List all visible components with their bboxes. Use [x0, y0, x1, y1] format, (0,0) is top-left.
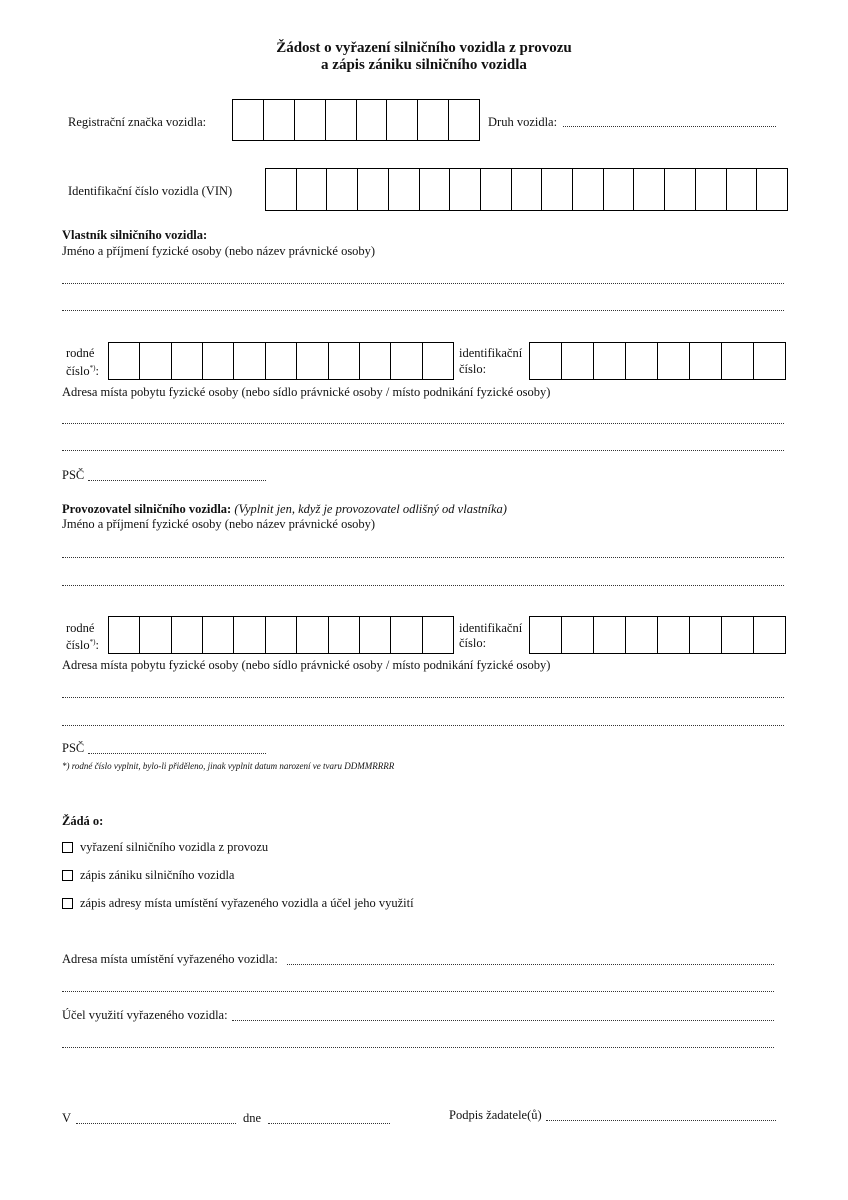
operator-birth-number-char-box[interactable] — [296, 617, 327, 653]
registration-plate-char-box[interactable] — [417, 100, 448, 140]
operator-birth-number-char-box[interactable] — [390, 617, 421, 653]
operator-ident-number-char-box[interactable] — [625, 617, 657, 653]
registration-plate-char-box[interactable] — [325, 100, 356, 140]
operator-address-line-1[interactable] — [62, 697, 784, 698]
vin-char-box[interactable] — [388, 169, 419, 210]
vin-char-box[interactable] — [695, 169, 726, 210]
owner-heading: Vlastník silničního vozidla: — [62, 228, 208, 242]
registration-plate-char-box[interactable] — [233, 100, 263, 140]
operator-ident-number-char-box[interactable] — [657, 617, 689, 653]
vin-char-box[interactable] — [726, 169, 757, 210]
vin-char-box[interactable] — [326, 169, 357, 210]
owner-birth-number-char-box[interactable] — [422, 343, 453, 379]
owner-birth-number-char-box[interactable] — [328, 343, 359, 379]
owner-birth-number-char-box[interactable] — [109, 343, 139, 379]
owner-ident-number-char-box[interactable] — [657, 343, 689, 379]
registration-plate-boxes[interactable] — [232, 99, 480, 141]
usage-purpose-field[interactable] — [232, 1020, 774, 1021]
operator-birth-number-boxes[interactable] — [108, 616, 454, 654]
owner-name-line-2[interactable] — [62, 310, 784, 311]
owner-psc-field[interactable] — [88, 480, 266, 481]
operator-birth-number-char-box[interactable] — [233, 617, 264, 653]
operator-birth-number-label: rodné — [66, 621, 95, 635]
operator-ident-label-2: číslo: — [459, 636, 487, 650]
registration-plate-char-box[interactable] — [386, 100, 417, 140]
owner-address-line-2[interactable] — [62, 450, 784, 451]
operator-name-line-2[interactable] — [62, 585, 784, 586]
operator-address-label: Adresa místa pobytu fyzické osoby (nebo sídlo právnické osoby / místo podnikání fyzické osoby) — [62, 658, 551, 672]
registration-plate-label: Registrační značka vozidla: — [68, 115, 207, 129]
vin-char-box[interactable] — [357, 169, 388, 210]
operator-heading: Provozovatel silničního vozidla: — [62, 502, 232, 516]
owner-ident-label: identifikační — [459, 346, 523, 360]
operator-ident-number-char-box[interactable] — [530, 617, 561, 653]
birth-number-footnote: *) rodné číslo vyplnit, bylo-li přiděleno, jinak vyplnit datum narození ve tvaru DDMMRRRR — [62, 761, 395, 771]
vin-char-box[interactable] — [511, 169, 542, 210]
owner-birth-number-char-box[interactable] — [139, 343, 170, 379]
option-placement-label: zápis adresy místa umístění vyřazeného vozidla a účel jeho využití — [80, 896, 414, 910]
operator-ident-number-char-box[interactable] — [561, 617, 593, 653]
owner-ident-number-char-box[interactable] — [530, 343, 561, 379]
owner-name-line-1[interactable] — [62, 283, 784, 284]
owner-birth-number-char-box[interactable] — [359, 343, 390, 379]
signature-field[interactable] — [546, 1120, 776, 1121]
placement-address-label: Adresa místa umístění vyřazeného vozidla: — [62, 952, 278, 966]
operator-birth-number-char-box[interactable] — [328, 617, 359, 653]
registration-plate-char-box[interactable] — [356, 100, 387, 140]
form-title-line-2: a zápis zániku silničního vozidla — [321, 57, 527, 73]
operator-address-line-2[interactable] — [62, 725, 784, 726]
form-title-line-1: Žádost o vyřazení silničního vozidla z provozu — [276, 40, 572, 56]
vin-char-box[interactable] — [664, 169, 695, 210]
placement-address-field[interactable] — [287, 964, 774, 965]
registration-plate-char-box[interactable] — [263, 100, 294, 140]
owner-ident-number-char-box[interactable] — [561, 343, 593, 379]
operator-birth-number-char-box[interactable] — [109, 617, 139, 653]
vehicle-type-field[interactable] — [563, 126, 776, 127]
owner-ident-number-char-box[interactable] — [593, 343, 625, 379]
vin-char-box[interactable] — [480, 169, 511, 210]
operator-ident-number-char-box[interactable] — [593, 617, 625, 653]
owner-ident-number-char-box[interactable] — [625, 343, 657, 379]
operator-heading-row — [62, 502, 507, 517]
vin-char-box[interactable] — [541, 169, 572, 210]
owner-birth-number-char-box[interactable] — [265, 343, 296, 379]
owner-birth-number-char-box[interactable] — [390, 343, 421, 379]
date-field[interactable] — [268, 1123, 390, 1124]
operator-ident-number-char-box[interactable] — [753, 617, 785, 653]
operator-ident-number-char-box[interactable] — [721, 617, 753, 653]
vin-char-box[interactable] — [449, 169, 480, 210]
vin-char-box[interactable] — [266, 169, 296, 210]
date-label: dne — [243, 1111, 262, 1125]
usage-purpose-line-2[interactable] — [62, 1047, 774, 1048]
operator-ident-label: identifikační — [459, 621, 523, 635]
registration-plate-char-box[interactable] — [294, 100, 325, 140]
owner-birth-number-label-2: číslo*): — [66, 364, 99, 379]
owner-birth-number-char-box[interactable] — [296, 343, 327, 379]
place-label: V — [62, 1111, 72, 1125]
place-field[interactable] — [76, 1123, 236, 1124]
operator-ident-number-boxes[interactable] — [529, 616, 786, 654]
operator-birth-number-char-box[interactable] — [139, 617, 170, 653]
request-heading: Žádá o: — [62, 814, 104, 828]
vin-char-box[interactable] — [603, 169, 634, 210]
operator-name-label: Jméno a příjmení fyzické osoby (nebo název právnické osoby) — [62, 517, 376, 531]
operator-birth-number-char-box[interactable] — [422, 617, 453, 653]
option-placement-checkbox[interactable] — [62, 898, 73, 909]
owner-ident-number-char-box[interactable] — [689, 343, 721, 379]
vehicle-type-label: Druh vozidla: — [488, 115, 558, 129]
owner-ident-number-char-box[interactable] — [721, 343, 753, 379]
owner-birth-number-boxes[interactable] — [108, 342, 454, 380]
signature-label: Podpis žadatele(ů) — [449, 1108, 542, 1122]
vin-char-box[interactable] — [296, 169, 327, 210]
placement-address-line-2[interactable] — [62, 991, 774, 992]
operator-birth-number-char-box[interactable] — [202, 617, 233, 653]
option-deregister-checkbox[interactable] — [62, 842, 73, 853]
operator-birth-number-char-box[interactable] — [359, 617, 390, 653]
operator-birth-number-char-box[interactable] — [265, 617, 296, 653]
operator-name-line-1[interactable] — [62, 557, 784, 558]
vin-boxes[interactable] — [265, 168, 788, 211]
owner-name-label: Jméno a příjmení fyzické osoby (nebo název právnické osoby) — [62, 244, 376, 258]
owner-birth-number-char-box[interactable] — [202, 343, 233, 379]
owner-birth-number-char-box[interactable] — [233, 343, 264, 379]
vin-char-box[interactable] — [419, 169, 450, 210]
usage-purpose-label: Účel využití vyřazeného vozidla: — [62, 1008, 228, 1022]
option-extinction-label: zápis zániku silničního vozidla — [80, 868, 235, 882]
operator-ident-number-char-box[interactable] — [689, 617, 721, 653]
operator-psc-label: PSČ — [62, 741, 85, 755]
vin-label: Identifikační číslo vozidla (VIN) — [68, 184, 233, 198]
owner-ident-label-2: číslo: — [459, 362, 487, 376]
owner-psc-label: PSČ — [62, 468, 85, 482]
owner-ident-number-char-box[interactable] — [753, 343, 785, 379]
option-deregister-label: vyřazení silničního vozidla z provozu — [80, 840, 269, 854]
owner-ident-number-boxes[interactable] — [529, 342, 786, 380]
operator-psc-field[interactable] — [88, 753, 266, 754]
vin-char-box[interactable] — [756, 169, 787, 210]
operator-birth-number-label-2: číslo*): — [66, 638, 99, 653]
owner-address-line-1[interactable] — [62, 423, 784, 424]
option-extinction-checkbox[interactable] — [62, 870, 73, 881]
registration-plate-char-box[interactable] — [448, 100, 479, 140]
vin-char-box[interactable] — [572, 169, 603, 210]
operator-note: (Vyplnit jen, když je provozovatel odlišný od vlastníka) — [234, 502, 507, 516]
owner-birth-number-label: rodné — [66, 346, 95, 360]
vin-char-box[interactable] — [633, 169, 664, 210]
owner-address-label: Adresa místa pobytu fyzické osoby (nebo sídlo právnické osoby / místo podnikání fyzické osoby) — [62, 385, 551, 399]
owner-birth-number-char-box[interactable] — [171, 343, 202, 379]
operator-birth-number-char-box[interactable] — [171, 617, 202, 653]
